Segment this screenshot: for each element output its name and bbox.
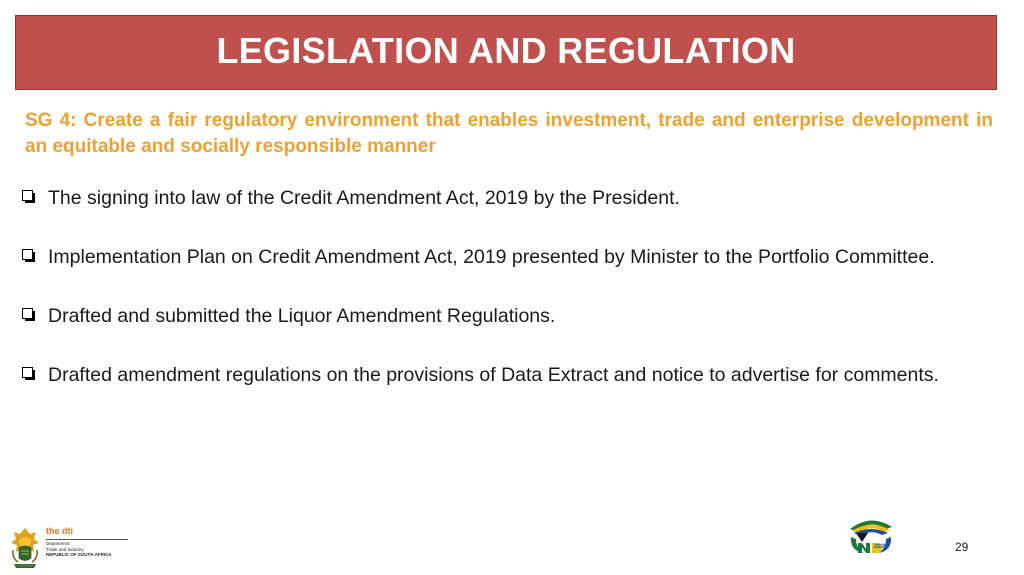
checkbox-bullet-icon: [22, 367, 33, 378]
list-item: [22, 303, 984, 329]
bullet-text: The signing into law of the Credit Amendment Act, 2019 by the President.: [48, 187, 680, 209]
checkbox-bullet-icon: [22, 308, 33, 319]
checkbox-bullet-icon: [22, 249, 33, 260]
dti-line-republic: REPUBLIC OF SOUTH AFRICA: [46, 552, 112, 557]
list-item: [22, 244, 984, 270]
dti-text-block: [46, 526, 128, 558]
coat-of-arms-icon: [8, 526, 42, 570]
dti-brand: the dti: [46, 526, 73, 536]
title-banner: [15, 15, 997, 90]
dti-divider: [46, 539, 128, 540]
slide-title: LEGISLATION AND REGULATION: [216, 29, 796, 71]
ndp-2030-text: 2030: [874, 544, 888, 550]
bullet-text: Implementation Plan on Credit Amendment Act, 2019 presented by Minister to the Portfolio Committee.: [48, 246, 935, 268]
strategic-goal-subtitle: SG 4: Create a fair regulatory environment that enables investment, trade and enterprise development in an equitable and socially responsible manner: [25, 110, 993, 157]
bullet-text: Drafted and submitted the Liquor Amendment Regulations.: [48, 305, 556, 327]
dti-line-trade: Trade and Industry: [46, 546, 84, 552]
bullet-list: [22, 185, 984, 421]
list-item: [22, 362, 984, 388]
bullet-text: Drafted amendment regulations on the provisions of Data Extract and notice to advertise for comments.: [48, 364, 939, 386]
ndp-2030-logo: [846, 515, 896, 555]
page-number: 29: [955, 540, 969, 554]
checkbox-bullet-icon: [22, 190, 33, 201]
dti-line-department: Department:: [46, 541, 71, 546]
dti-logo: [8, 526, 128, 570]
list-item: [22, 185, 984, 211]
